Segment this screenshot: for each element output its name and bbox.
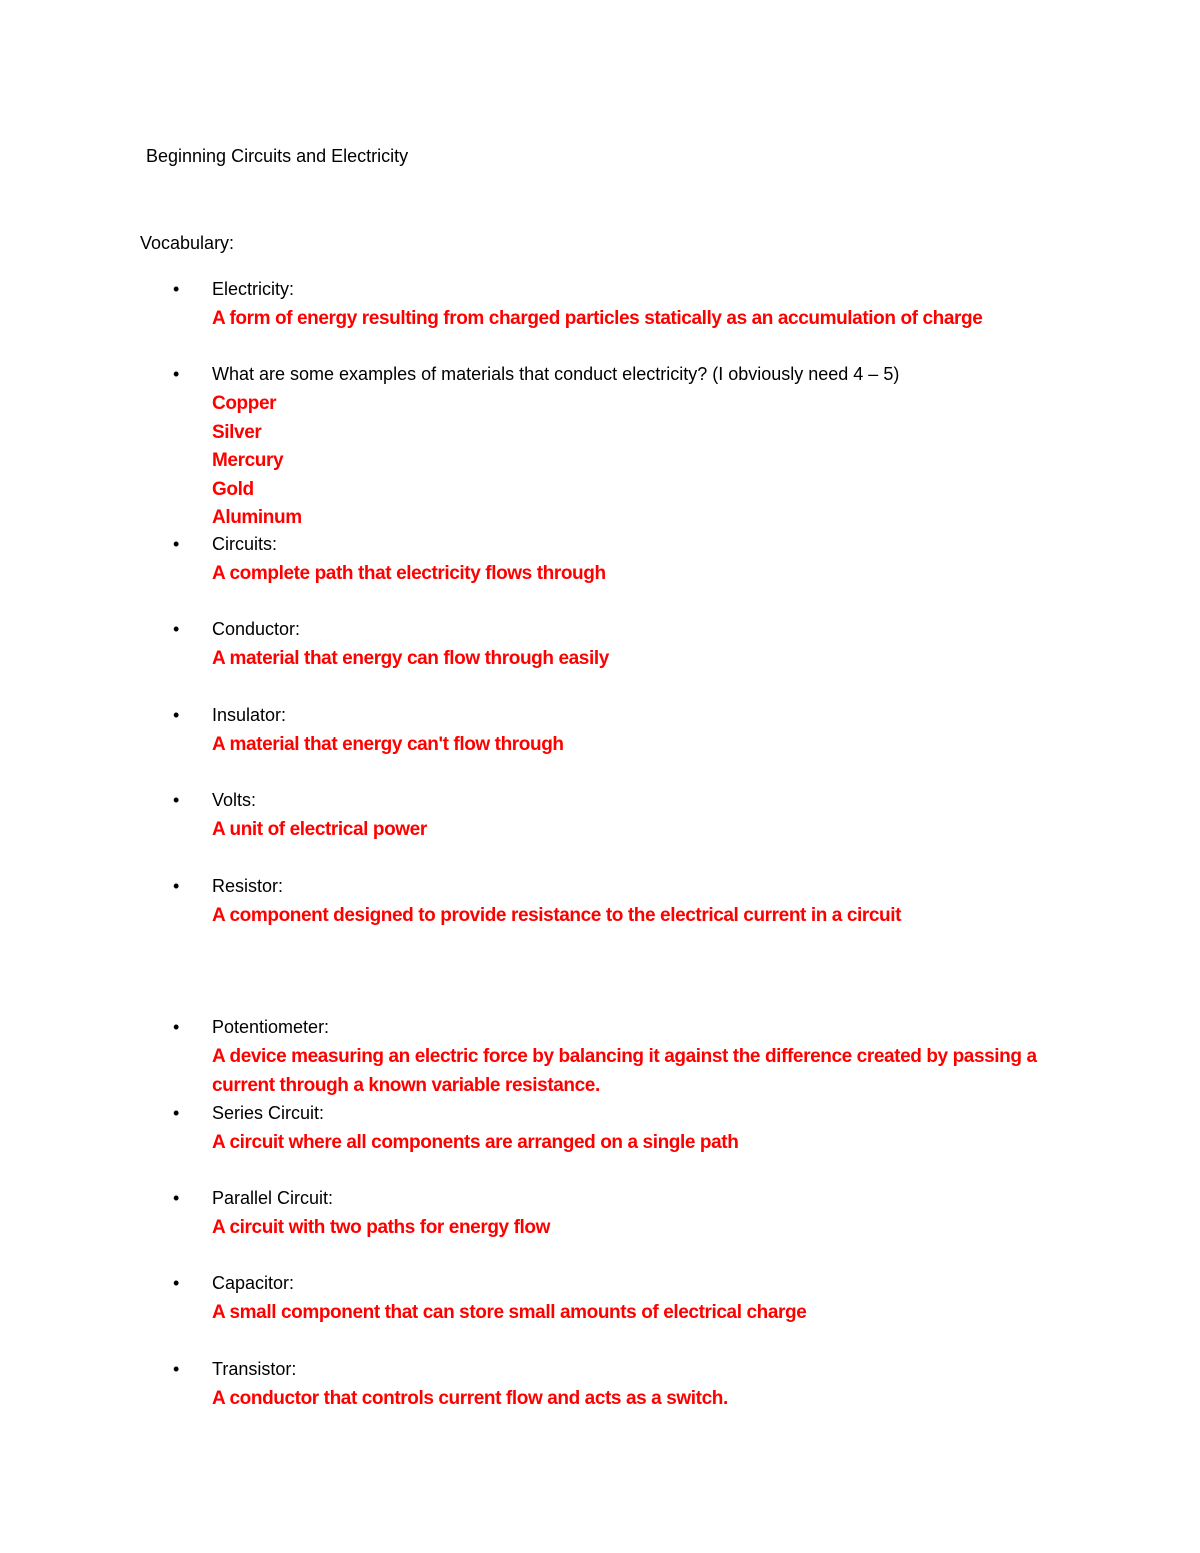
list-item-circuits [173,532,1092,589]
answer-text: A form of energy resulting from charged particles statically as an accumulation of charge [212,308,983,329]
answer-text: A material that energy can't flow through [212,734,564,755]
bullet-icon: • [173,790,180,810]
list-item-potentiometer [173,1015,1092,1100]
answer-text: A circuit with two paths for energy flow [212,1217,550,1238]
document-title: Beginning Circuits and Electricity [146,146,409,166]
answer-copper: Copper [212,393,277,414]
list-item-insulator [173,703,1092,760]
bullet-icon: • [173,1188,180,1208]
answer-mercury: Mercury [212,450,284,471]
answer-text: A material that energy can flow through easily [212,648,609,669]
term-label: Capacitor: [212,1273,295,1293]
list-item-resistor [173,874,1092,931]
term-label: Parallel Circuit: [212,1188,334,1208]
bullet-icon: • [173,705,180,725]
list-item-conductive-materials [173,362,1092,533]
answer-silver: Silver [212,421,262,443]
question-label: What are some examples of materials that conduct electricity? (I obviously need 4 – 5) [212,364,900,384]
answer-gold: Gold [212,478,254,500]
term-label: Circuits: [212,534,278,554]
term-label: Conductor: [212,619,301,639]
answer-text: A small component that can store small amounts of electrical charge [212,1302,807,1323]
bullet-icon: • [173,534,180,554]
term-label: Electricity: [212,279,295,299]
bullet-icon: • [173,1017,180,1037]
term-label: Insulator: [212,705,287,725]
bullet-icon: • [173,279,180,299]
answer-text: A complete path that electricity flows through [212,563,606,584]
term-label: Resistor: [212,876,284,896]
list-item-volts [173,788,1092,845]
answer-text: A circuit where all components are arranged on a single path [212,1132,739,1153]
term-label: Transistor: [212,1359,297,1379]
bullet-icon: • [173,1103,180,1123]
term-label: Series Circuit: [212,1103,325,1123]
list-item-capacitor [173,1271,1092,1328]
bullet-icon: • [173,364,180,384]
list-item-series-circuit [173,1101,1092,1158]
bullet-icon: • [173,1273,180,1293]
vocabulary-heading: Vocabulary: [140,233,235,253]
answer-text: A conductor that controls current flow and acts as a switch. [212,1388,728,1409]
answer-text: A component designed to provide resistance to the electrical current in a circuit [212,905,902,926]
list-item-conductor [173,617,1092,674]
term-label: Volts: [212,790,257,810]
bullet-icon: • [173,876,180,896]
list-item-electricity [173,277,1092,334]
answer-aluminum: Aluminum [212,507,302,528]
term-label: Potentiometer: [212,1017,330,1037]
answer-text: A device measuring an electric force by balancing it against the difference created by passing a current through a known variable resistance. [212,1046,1037,1096]
answer-text: A unit of electrical power [212,819,427,840]
bullet-icon: • [173,1359,180,1379]
list-item-parallel-circuit [173,1186,1092,1243]
list-item-transistor [173,1357,1092,1414]
bullet-icon: • [173,619,180,639]
